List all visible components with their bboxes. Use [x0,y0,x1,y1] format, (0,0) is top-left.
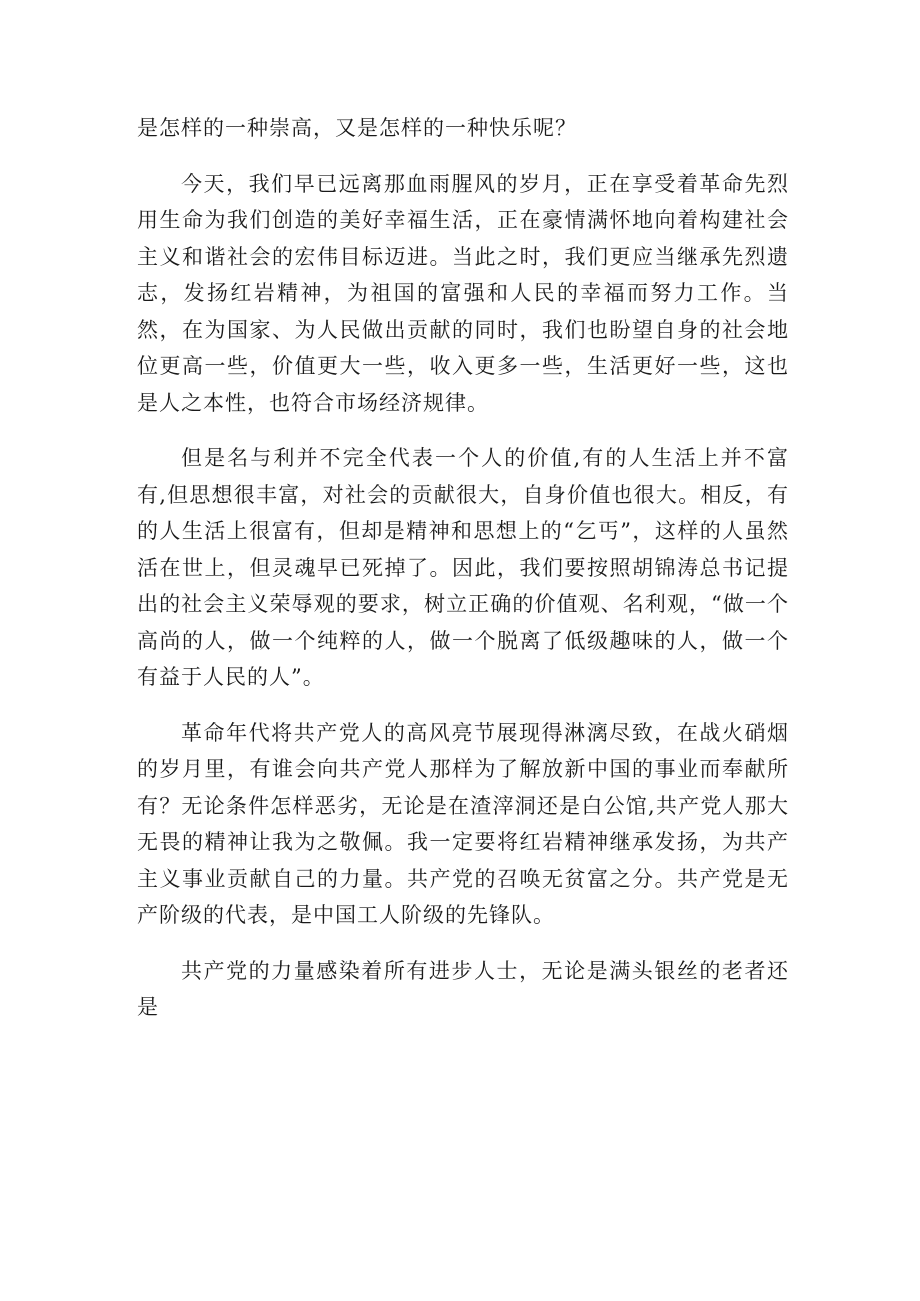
paragraph: 是怎样的一种崇高，又是怎样的一种快乐呢？ [137,116,577,140]
paragraph-spacer [137,934,789,953]
document-body [137,110,789,1026]
paragraph-spacer [137,147,789,166]
paragraph-spacer [137,421,789,440]
paragraph-spacer [137,696,789,715]
paragraph: 革命年代将共产党人的高风亮节展现得淋漓尽致，在战火硝烟的岁月里，有谁会向共产党人那样为了解放新中国的事业而奉献所有？无论条件怎样恶劣，无论是在渣滓洞还是白公馆,共产党人那大无畏的精神让我为之敬佩。我一定要将红岩精神继承发扬，为共产主义事业贡献自己的力量。共产党的召唤无贫富之分。共产党是无产阶级的代表，是中国工人阶级的先锋队。 [137,720,789,927]
paragraph: 但是名与利并不完全代表一个人的价值,有的人生活上并不富有,但思想很丰富，对社会的贡献很大，自身价值也很大。相反，有的人生活上很富有，但却是精神和思想上的“乞丐”，这样的人虽然活在世上，但灵魂早已死掉了。因此，我们要按照胡锦涛总书记提出的社会主义荣辱观的要求，树立正确的价值观、名利观，“做一个高尚的人，做一个纯粹的人，做一个脱离了低级趣味的人，做一个有益于人民的人”。 [137,446,789,689]
paragraph: 共产党的力量感染着所有进步人士，无论是满头银丝的老者还是 [137,958,789,1019]
paragraph: 今天，我们早已远离那血雨腥风的岁月，正在享受着革命先烈用生命为我们创造的美好幸福生活，正在豪情满怀地向着构建社会主义和谐社会的宏伟目标迈进。当此之时，我们更应当继承先烈遗志，发扬红岩精神，为祖国的富强和人民的幸福而努力工作。当然，在为国家、为人民做出贡献的同时，我们也盼望自身的社会地位更高一些，价值更大一些，收入更多一些，生活更好一些，这也是人之本性，也符合市场经济规律。 [137,171,789,415]
